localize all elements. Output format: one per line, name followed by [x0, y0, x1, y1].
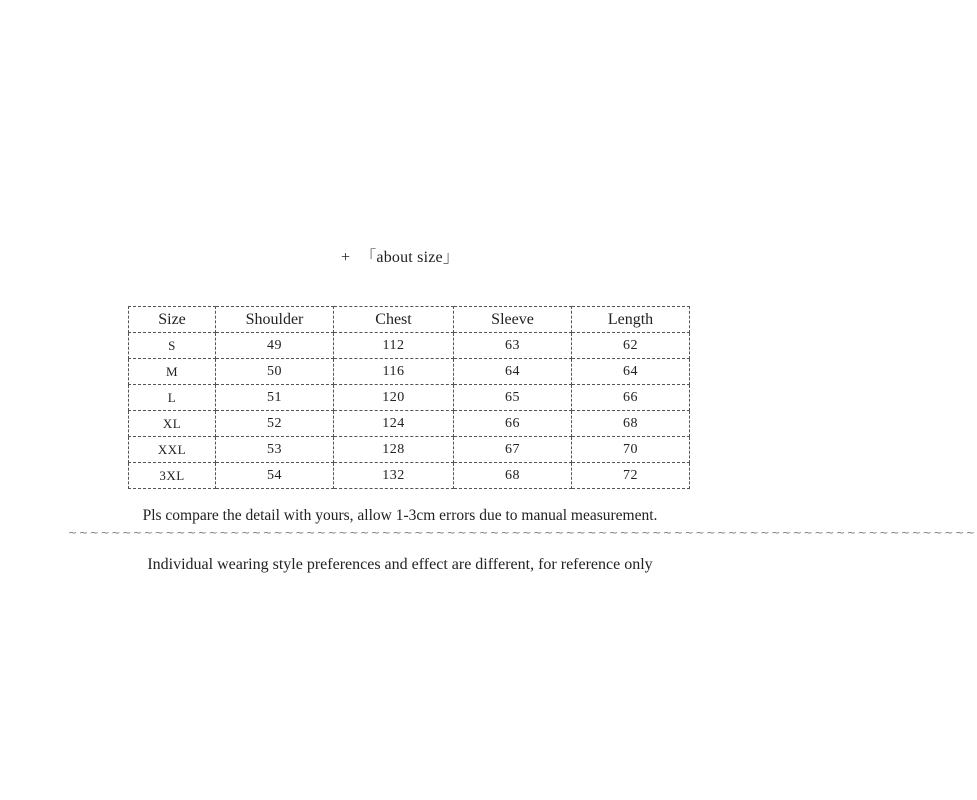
cell-chest: 132 [334, 463, 454, 489]
table-row [129, 333, 690, 359]
cell-length: 64 [572, 359, 690, 385]
header-shoulder: Shoulder [216, 307, 334, 333]
cell-chest: 128 [334, 437, 454, 463]
cell-length: 68 [572, 411, 690, 437]
cell-chest: 116 [334, 359, 454, 385]
cell-sleeve: 64 [454, 359, 572, 385]
cell-size: L [129, 385, 216, 411]
table-row [129, 385, 690, 411]
title-text: 「about size」 [360, 249, 460, 266]
plus-icon: + [340, 249, 351, 266]
cell-size: XXL [129, 437, 216, 463]
cell-length: 66 [572, 385, 690, 411]
header-size: Size [129, 307, 216, 333]
cell-chest: 124 [334, 411, 454, 437]
table-row [129, 437, 690, 463]
size-section-title [0, 244, 800, 267]
cell-size: M [129, 359, 216, 385]
measurement-note: Pls compare the detail with yours, allow 1-3cm errors due to manual measurement. [142, 507, 658, 524]
cell-size: S [129, 333, 216, 359]
table-header-row [129, 307, 690, 333]
table-row [129, 463, 690, 489]
cell-size: XL [129, 411, 216, 437]
cell-shoulder: 53 [216, 437, 334, 463]
header-sleeve: Sleeve [454, 307, 572, 333]
header-length: Length [572, 307, 690, 333]
table-row [129, 411, 690, 437]
cell-sleeve: 65 [454, 385, 572, 411]
cell-length: 72 [572, 463, 690, 489]
cell-shoulder: 54 [216, 463, 334, 489]
size-table [128, 306, 690, 489]
cell-sleeve: 66 [454, 411, 572, 437]
cell-sleeve: 68 [454, 463, 572, 489]
cell-sleeve: 67 [454, 437, 572, 463]
cell-shoulder: 49 [216, 333, 334, 359]
cell-sleeve: 63 [454, 333, 572, 359]
header-chest: Chest [334, 307, 454, 333]
cell-size: 3XL [129, 463, 216, 489]
cell-shoulder: 51 [216, 385, 334, 411]
cell-chest: 112 [334, 333, 454, 359]
wavy-divider: ~~~~~~~~~~~~~~~~~~~~~~~~~~~~~~~~~~~~~~~~~~~~~~~~~~~~~~~~~~~~~~~~~~~~~~~~~~~~~~~~~~~~ [68, 526, 977, 539]
cell-shoulder: 52 [216, 411, 334, 437]
cell-length: 62 [572, 333, 690, 359]
table-row [129, 359, 690, 385]
cell-length: 70 [572, 437, 690, 463]
reference-disclaimer: Individual wearing style preferences and effect are different, for reference only [147, 556, 653, 573]
cell-chest: 120 [334, 385, 454, 411]
cell-shoulder: 50 [216, 359, 334, 385]
